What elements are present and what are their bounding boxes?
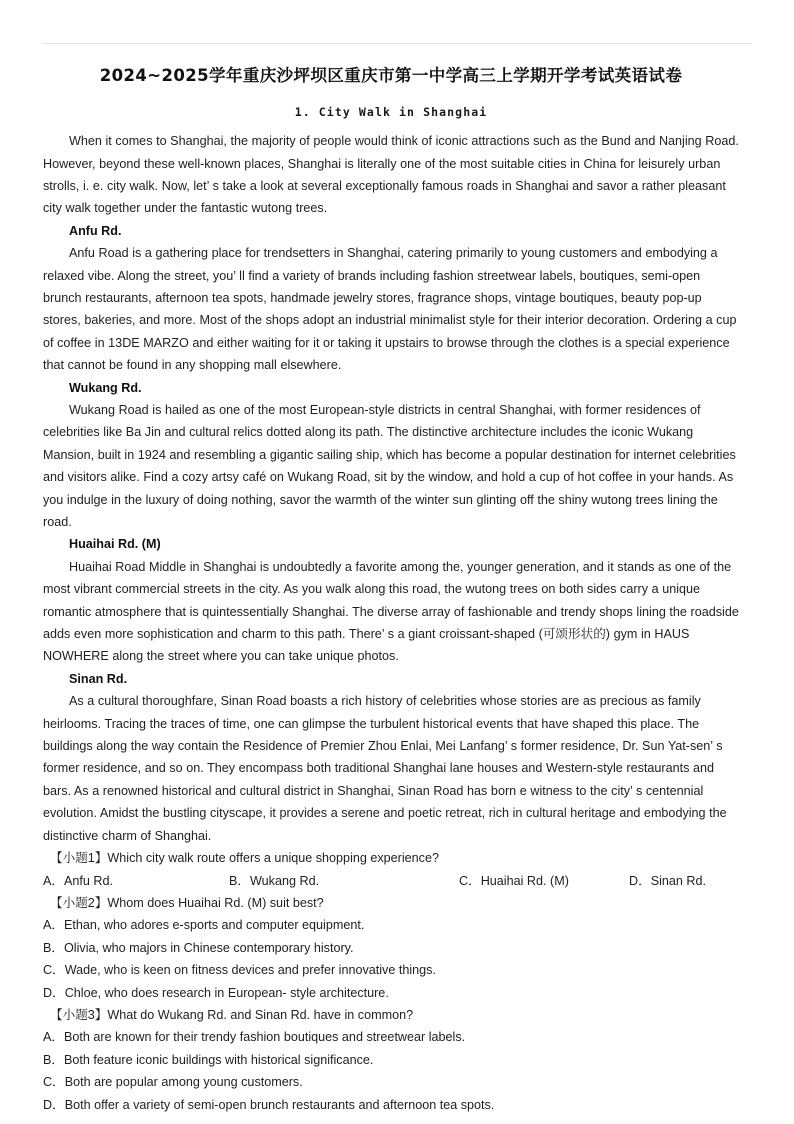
question-1-text: Which city walk route offers a unique shopping experience? (107, 851, 439, 866)
page-title: 2024~2025学年重庆沙坪坝区重庆市第一中学高三上学期开学考试英语试卷 (99, 66, 683, 85)
question-2-option-c[interactable] (43, 959, 739, 981)
option-text: Both feature iconic buildings with historical significance. (64, 1052, 374, 1067)
question-3-label: 【小题3】 (50, 1007, 108, 1022)
question-1-option-c[interactable] (459, 870, 629, 892)
option-key: A． (43, 1030, 64, 1045)
option-key: A． (43, 918, 64, 933)
question-3-option-d[interactable] (43, 1094, 739, 1116)
passage-intro-paragraph: When it comes to Shanghai, the majority of people would think of iconic attractions such as the Bund and Nanjing Road. However, beyond these well-known places, Shanghai is literally one of the most suitable cities in China for leisurely urban strolls, i. e. city walk. Now, let’ s take a look at several exceptionally famous roads in Shanghai and savor a rather pleasant city walk together under the fantastic wutong trees. (43, 134, 739, 216)
question-1-option-b[interactable] (229, 870, 459, 892)
option-key: A． (43, 873, 64, 888)
question-2-option-b[interactable] (43, 937, 739, 959)
question-1-stem (43, 847, 739, 869)
section-body-anfu: Anfu Road is a gathering place for trendsetters in Shanghai, catering primarily to young customers and embodying a relaxed vibe. Along the street, you’ ll find a variety of brands including fashion streetwear labels, boutiques, semi-open brunch restaurants, afternoon tea spots, handmade jewelry stores, fragrance shops, vintage boutiques, beauty pop-up stores, bakeries, and more. Most of the shops adopt an industrial minimalist style for their interior decoration. Ordering a cup of coffee in 13DE MARZO and either waiting for it or taking it upstairs to browse through the clothes is a special experience that cannot be found in any shopping mall elsewhere. (43, 246, 737, 373)
question-1-label: 【小题1】 (50, 851, 108, 866)
question-1-option-d[interactable] (629, 870, 739, 892)
option-text: Both offer a variety of semi-open brunch restaurants and afternoon tea spots. (64, 1097, 495, 1112)
question-2-label: 【小题2】 (50, 895, 108, 910)
option-text: Both are popular among young customers. (64, 1075, 303, 1090)
section-heading-anfu: Anfu Rd. (69, 223, 122, 238)
option-text: Both are known for their trendy fashion boutiques and streetwear labels. (64, 1030, 466, 1045)
option-key: C． (459, 873, 481, 888)
option-text: Wukang Rd. (250, 873, 320, 888)
question-1-option-a[interactable] (43, 870, 229, 892)
option-key: B． (229, 873, 250, 888)
option-text: Anfu Rd. (64, 873, 114, 888)
option-text: Ethan, who adores e-sports and computer equipment. (64, 918, 365, 933)
header-divider (42, 43, 752, 44)
option-key: B． (43, 1052, 64, 1067)
question-3-option-a[interactable] (43, 1026, 739, 1048)
option-text: Olivia, who majors in Chinese contemporary history. (64, 940, 354, 955)
section-body-wukang: Wukang Road is hailed as one of the most European-style districts in central Shanghai, with former residences of celebrities like Ba Jin and cultural relics dotted along its path. The distinctive architecture includes the iconic Wukang Mansion, built in 1924 and resembling a gigantic sailing ship, which has become a popular destination for internet celebrities and visitors alike. Find a cozy artsy café on Wukang Road, sit by the window, and hold a cup of hot coffee in your hands. As you indulge in the luxury of doing nothing, savor the warmth of the winter sun glinting off the shiny wutong trees lining the road. (43, 402, 736, 529)
option-text: Huaihai Rd. (M) (480, 873, 569, 888)
passage-title: 1. City Walk in Shanghai (294, 105, 488, 120)
section-heading-huaihai: Huaihai Rd. (M) (69, 537, 161, 552)
page-content (43, 64, 739, 1116)
section-body-huaihai: Huaihai Road Middle in Shanghai is undoubtedly a favorite among the, younger generation, and it stands as one of the most vibrant commercial streets in the city. As you walk along this road, the wutong trees on both sides carry a unique romantic atmosphere that is quintessentially Shanghai. The diverse array of fashionable and trendy shops lining the roadside adds even more sophistication and charm to this path. There’ s a giant croissant-shaped (可颂形状的) gym in HAUS NOWHERE along the street where you can take unique photos. (43, 559, 739, 664)
option-key: D． (43, 1097, 65, 1112)
section-heading-wukang: Wukang Rd. (69, 380, 142, 395)
question-1-options (43, 870, 739, 892)
option-key: D． (43, 985, 65, 1000)
question-2-option-d[interactable] (43, 982, 739, 1004)
question-2-text: Whom does Huaihai Rd. (M) suit best? (107, 895, 324, 910)
option-key: D． (629, 873, 651, 888)
question-3-text: What do Wukang Rd. and Sinan Rd. have in common? (107, 1007, 414, 1022)
question-2-stem (43, 892, 739, 914)
questions-block (43, 847, 739, 1116)
question-3-option-b[interactable] (43, 1049, 739, 1071)
section-body-sinan: As a cultural thoroughfare, Sinan Road boasts a rich history of celebrities whose stories are as precious as family heirlooms. Tracing the traces of time, one can glimpse the turbulent historical events that have shaped this place. The buildings along the way contain the Residence of Premier Zhou Enlai, Mei Lanfang’ s former residence, Dr. Sun Yat-sen’ s former residence, and so on. They encompass both traditional Shanghai lane houses and Western-style restaurants and bars. As a renowned historical and cultural district in Shanghai, Sinan Road has born e witness to the city’ s centennial evolution. Amidst the bustling cityscape, it provides a serene and poetic retreat, rich in cultural heritage and embodying the distinctive charm of Shanghai. (43, 694, 727, 843)
option-key: C． (43, 963, 65, 978)
option-key: B． (43, 940, 64, 955)
option-text: Sinan Rd. (650, 873, 707, 888)
option-text: Wade, who is keen on fitness devices and prefer innovative things. (64, 963, 436, 978)
question-3-stem (43, 1004, 739, 1026)
section-heading-sinan: Sinan Rd. (69, 671, 128, 686)
option-key: C． (43, 1075, 65, 1090)
option-text: Chloe, who does research in European- style architecture. (64, 985, 389, 1000)
question-3-option-c[interactable] (43, 1071, 739, 1093)
question-2-option-a[interactable] (43, 914, 739, 936)
